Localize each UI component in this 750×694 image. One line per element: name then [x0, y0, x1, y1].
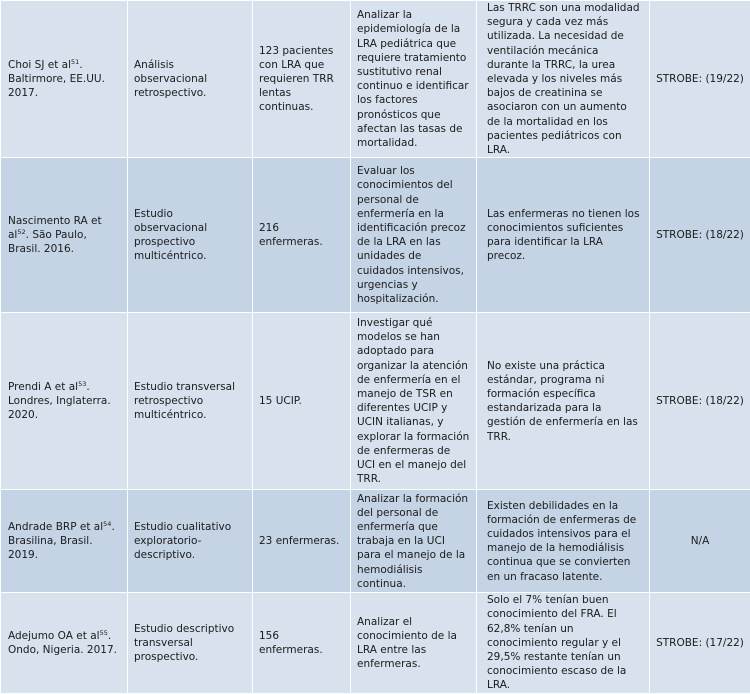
design-cell: Análisis observacional retrospectivo. [128, 1, 253, 158]
sample-cell: 156 enfermeras. [253, 593, 351, 693]
objective-cell: Analizar la epidemiología de la LRA pediátrica que requiere tratamiento sustitutivo renal continuo e identificar los factores pronósticos que afectan las tasas de mortalidad. [351, 1, 477, 158]
table-row [1, 490, 750, 593]
design-cell: Estudio observacional prospectivo multicéntrico. [128, 158, 253, 313]
reference-number: 51 [71, 58, 79, 66]
table-row [1, 313, 750, 490]
table-row [1, 593, 750, 693]
author-name: Prendi A et al [8, 381, 78, 393]
author-name: Andrade BRP et al [8, 521, 103, 533]
objective-cell: Analizar el conocimiento de la LRA entre las enfermeras. [351, 593, 477, 693]
reference-number: 54 [103, 520, 111, 528]
sample-cell: 216 enfermeras. [253, 158, 351, 313]
results-cell: Solo el 7% tenían buen conocimiento del FRA. El 62,8% tenían un conocimiento regular y el 29,5% restante tenían un conocimiento escaso de la LRA. [477, 593, 650, 693]
reference-number: 53 [78, 380, 86, 388]
quality-cell: STROBE: (19/22) [650, 1, 750, 158]
table-row [1, 1, 750, 158]
sample-cell: 123 pacientes con LRA que requieren TRR lentas continuas. [253, 1, 351, 158]
author-cell [1, 593, 128, 693]
author-location: . Baltirmore, EE.UU. 2017. [8, 59, 105, 99]
reference-number: 55 [100, 629, 108, 637]
author-location: . Ondo, Nigeria. 2017. [8, 630, 117, 656]
author-cell [1, 1, 128, 158]
quality-cell: N/A [650, 490, 750, 593]
results-cell: Existen debilidades en la formación de enfermeras de cuidados intensivos para el manejo de la hemodiálisis continua que se convierten en un fracaso latente. [477, 490, 650, 593]
quality-cell: STROBE: (18/22) [650, 313, 750, 490]
author-location: . Londres, Inglaterra. 2020. [8, 381, 111, 421]
results-cell: Las enfermeras no tienen los conocimientos suficientes para identificar la LRA precoz. [477, 158, 650, 313]
results-cell: No existe una práctica estándar, programa ni formación específica estandarizada para la gestión de enfermería en las TRR. [477, 313, 650, 490]
table-row [1, 158, 750, 313]
sample-cell: 15 UCIP. [253, 313, 351, 490]
author-cell [1, 158, 128, 313]
objective-cell: Investigar qué modelos se han adoptado para organizar la atención de enfermería en el manejo de TSR en diferentes UCIP y UCIN italianas, y explorar la formación de enfermeras de UCI en el manejo del TRR. [351, 313, 477, 490]
author-name: Choi SJ et al [8, 59, 71, 71]
design-cell: Estudio descriptivo transversal prospectivo. [128, 593, 253, 693]
sample-cell: 23 enfermeras. [253, 490, 351, 593]
results-cell: Las TRRC son una modalidad segura y cada vez más utilizada. La necesidad de ventilación mecánica durante la TRRC, la urea elevada y los niveles más bajos de creatinina se asociaron con un aumento de la mortalidad en los pacientes pediátricos con LRA. [477, 1, 650, 158]
author-cell [1, 490, 128, 593]
quality-cell: STROBE: (18/22) [650, 158, 750, 313]
design-cell: Estudio cualitativo exploratorio-descriptivo. [128, 490, 253, 593]
quality-cell: STROBE: (17/22) [650, 593, 750, 693]
author-name: Nascimento RA et al [8, 215, 102, 241]
author-location: . São Paulo, Brasil. 2016. [8, 229, 87, 255]
reference-number: 52 [17, 228, 25, 236]
design-cell: Estudio transversal retrospectivo multicéntrico. [128, 313, 253, 490]
author-location: . Brasilina, Brasil. 2019. [8, 521, 115, 561]
author-name: Adejumo OA et al [8, 630, 100, 642]
objective-cell: Analizar la formación del personal de enfermería que trabaja en la UCI para el manejo de la hemodiálisis continua. [351, 490, 477, 593]
author-cell [1, 313, 128, 490]
objective-cell: Evaluar los conocimientos del personal de enfermería en la identificación precoz de la LRA en las unidades de cuidados intensivos, urgencias y hospitalización. [351, 158, 477, 313]
